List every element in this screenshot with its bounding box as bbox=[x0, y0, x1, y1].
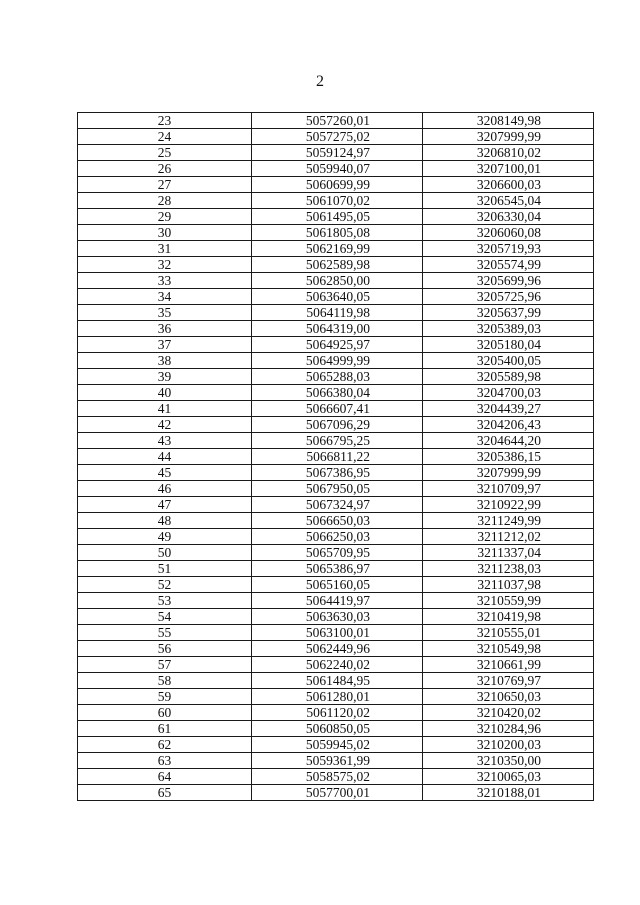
table-row bbox=[78, 625, 594, 641]
point-number-cell: 62 bbox=[78, 737, 252, 753]
table-row bbox=[78, 609, 594, 625]
table-row bbox=[78, 241, 594, 257]
table-row bbox=[78, 129, 594, 145]
table-row bbox=[78, 689, 594, 705]
y-coordinate-cell: 3210420,02 bbox=[423, 705, 594, 721]
point-number-cell: 32 bbox=[78, 257, 252, 273]
x-coordinate-cell: 5067950,05 bbox=[252, 481, 423, 497]
point-number-cell: 35 bbox=[78, 305, 252, 321]
table-row bbox=[78, 529, 594, 545]
y-coordinate-cell: 3210200,03 bbox=[423, 737, 594, 753]
table-row bbox=[78, 673, 594, 689]
x-coordinate-cell: 5062240,02 bbox=[252, 657, 423, 673]
y-coordinate-cell: 3210922,99 bbox=[423, 497, 594, 513]
x-coordinate-cell: 5063630,03 bbox=[252, 609, 423, 625]
y-coordinate-cell: 3211212,02 bbox=[423, 529, 594, 545]
point-number-cell: 49 bbox=[78, 529, 252, 545]
table-row bbox=[78, 705, 594, 721]
x-coordinate-cell: 5064119,98 bbox=[252, 305, 423, 321]
x-coordinate-cell: 5062169,99 bbox=[252, 241, 423, 257]
y-coordinate-cell: 3205725,96 bbox=[423, 289, 594, 305]
x-coordinate-cell: 5064319,00 bbox=[252, 321, 423, 337]
table-row bbox=[78, 593, 594, 609]
x-coordinate-cell: 5061120,02 bbox=[252, 705, 423, 721]
point-number-cell: 52 bbox=[78, 577, 252, 593]
y-coordinate-cell: 3205386,15 bbox=[423, 449, 594, 465]
table-row bbox=[78, 145, 594, 161]
y-coordinate-cell: 3206330,04 bbox=[423, 209, 594, 225]
point-number-cell: 31 bbox=[78, 241, 252, 257]
table-row bbox=[78, 369, 594, 385]
point-number-cell: 61 bbox=[78, 721, 252, 737]
x-coordinate-cell: 5061280,01 bbox=[252, 689, 423, 705]
table-row bbox=[78, 641, 594, 657]
y-coordinate-cell: 3205180,04 bbox=[423, 337, 594, 353]
point-number-cell: 46 bbox=[78, 481, 252, 497]
x-coordinate-cell: 5066380,04 bbox=[252, 385, 423, 401]
x-coordinate-cell: 5063640,05 bbox=[252, 289, 423, 305]
y-coordinate-cell: 3206600,03 bbox=[423, 177, 594, 193]
x-coordinate-cell: 5062850,00 bbox=[252, 273, 423, 289]
table-row bbox=[78, 385, 594, 401]
point-number-cell: 27 bbox=[78, 177, 252, 193]
point-number-cell: 58 bbox=[78, 673, 252, 689]
table-row bbox=[78, 337, 594, 353]
point-number-cell: 34 bbox=[78, 289, 252, 305]
table-row bbox=[78, 497, 594, 513]
y-coordinate-cell: 3210709,97 bbox=[423, 481, 594, 497]
y-coordinate-cell: 3210549,98 bbox=[423, 641, 594, 657]
point-number-cell: 26 bbox=[78, 161, 252, 177]
x-coordinate-cell: 5066795,25 bbox=[252, 433, 423, 449]
point-number-cell: 47 bbox=[78, 497, 252, 513]
table-row bbox=[78, 401, 594, 417]
y-coordinate-cell: 3211337,04 bbox=[423, 545, 594, 561]
coordinates-table-body bbox=[78, 113, 594, 801]
y-coordinate-cell: 3205719,93 bbox=[423, 241, 594, 257]
point-number-cell: 43 bbox=[78, 433, 252, 449]
table-row bbox=[78, 209, 594, 225]
y-coordinate-cell: 3210284,96 bbox=[423, 721, 594, 737]
point-number-cell: 54 bbox=[78, 609, 252, 625]
x-coordinate-cell: 5064999,99 bbox=[252, 353, 423, 369]
y-coordinate-cell: 3205589,98 bbox=[423, 369, 594, 385]
table-row bbox=[78, 257, 594, 273]
table-row bbox=[78, 273, 594, 289]
x-coordinate-cell: 5059361,99 bbox=[252, 753, 423, 769]
x-coordinate-cell: 5063100,01 bbox=[252, 625, 423, 641]
x-coordinate-cell: 5066811,22 bbox=[252, 449, 423, 465]
table-row bbox=[78, 577, 594, 593]
coordinates-table bbox=[77, 112, 594, 801]
point-number-cell: 56 bbox=[78, 641, 252, 657]
y-coordinate-cell: 3210350,00 bbox=[423, 753, 594, 769]
point-number-cell: 28 bbox=[78, 193, 252, 209]
x-coordinate-cell: 5062449,96 bbox=[252, 641, 423, 657]
point-number-cell: 44 bbox=[78, 449, 252, 465]
y-coordinate-cell: 3210419,98 bbox=[423, 609, 594, 625]
y-coordinate-cell: 3207999,99 bbox=[423, 129, 594, 145]
y-coordinate-cell: 3207100,01 bbox=[423, 161, 594, 177]
table-row bbox=[78, 193, 594, 209]
x-coordinate-cell: 5061805,08 bbox=[252, 225, 423, 241]
point-number-cell: 37 bbox=[78, 337, 252, 353]
table-row bbox=[78, 769, 594, 785]
point-number-cell: 60 bbox=[78, 705, 252, 721]
point-number-cell: 53 bbox=[78, 593, 252, 609]
x-coordinate-cell: 5064925,97 bbox=[252, 337, 423, 353]
point-number-cell: 51 bbox=[78, 561, 252, 577]
table-row bbox=[78, 321, 594, 337]
y-coordinate-cell: 3204700,03 bbox=[423, 385, 594, 401]
y-coordinate-cell: 3211037,98 bbox=[423, 577, 594, 593]
x-coordinate-cell: 5067324,97 bbox=[252, 497, 423, 513]
table-row bbox=[78, 353, 594, 369]
point-number-cell: 25 bbox=[78, 145, 252, 161]
x-coordinate-cell: 5060699,99 bbox=[252, 177, 423, 193]
table-row bbox=[78, 785, 594, 801]
y-coordinate-cell: 3204206,43 bbox=[423, 417, 594, 433]
y-coordinate-cell: 3210555,01 bbox=[423, 625, 594, 641]
table-row bbox=[78, 481, 594, 497]
x-coordinate-cell: 5061070,02 bbox=[252, 193, 423, 209]
y-coordinate-cell: 3210559,99 bbox=[423, 593, 594, 609]
y-coordinate-cell: 3210769,97 bbox=[423, 673, 594, 689]
y-coordinate-cell: 3208149,98 bbox=[423, 113, 594, 129]
x-coordinate-cell: 5057700,01 bbox=[252, 785, 423, 801]
y-coordinate-cell: 3210188,01 bbox=[423, 785, 594, 801]
table-row bbox=[78, 465, 594, 481]
point-number-cell: 65 bbox=[78, 785, 252, 801]
x-coordinate-cell: 5066607,41 bbox=[252, 401, 423, 417]
y-coordinate-cell: 3206060,08 bbox=[423, 225, 594, 241]
x-coordinate-cell: 5059945,02 bbox=[252, 737, 423, 753]
x-coordinate-cell: 5062589,98 bbox=[252, 257, 423, 273]
x-coordinate-cell: 5065386,97 bbox=[252, 561, 423, 577]
table-row bbox=[78, 433, 594, 449]
point-number-cell: 39 bbox=[78, 369, 252, 385]
y-coordinate-cell: 3205389,03 bbox=[423, 321, 594, 337]
point-number-cell: 42 bbox=[78, 417, 252, 433]
x-coordinate-cell: 5061495,05 bbox=[252, 209, 423, 225]
x-coordinate-cell: 5064419,97 bbox=[252, 593, 423, 609]
table-row bbox=[78, 289, 594, 305]
table-row bbox=[78, 305, 594, 321]
x-coordinate-cell: 5067386,95 bbox=[252, 465, 423, 481]
table-row bbox=[78, 561, 594, 577]
point-number-cell: 55 bbox=[78, 625, 252, 641]
point-number-cell: 23 bbox=[78, 113, 252, 129]
y-coordinate-cell: 3205699,96 bbox=[423, 273, 594, 289]
table-row bbox=[78, 113, 594, 129]
y-coordinate-cell: 3206810,02 bbox=[423, 145, 594, 161]
table-row bbox=[78, 161, 594, 177]
x-coordinate-cell: 5058575,02 bbox=[252, 769, 423, 785]
table-row bbox=[78, 545, 594, 561]
y-coordinate-cell: 3206545,04 bbox=[423, 193, 594, 209]
y-coordinate-cell: 3211249,99 bbox=[423, 513, 594, 529]
x-coordinate-cell: 5066250,03 bbox=[252, 529, 423, 545]
table-row bbox=[78, 225, 594, 241]
y-coordinate-cell: 3211238,03 bbox=[423, 561, 594, 577]
y-coordinate-cell: 3210065,03 bbox=[423, 769, 594, 785]
table-row bbox=[78, 721, 594, 737]
table-row bbox=[78, 737, 594, 753]
x-coordinate-cell: 5060850,05 bbox=[252, 721, 423, 737]
page-number: 2 bbox=[316, 73, 324, 90]
table-row bbox=[78, 513, 594, 529]
point-number-cell: 63 bbox=[78, 753, 252, 769]
point-number-cell: 24 bbox=[78, 129, 252, 145]
y-coordinate-cell: 3205400,05 bbox=[423, 353, 594, 369]
x-coordinate-cell: 5057260,01 bbox=[252, 113, 423, 129]
table-row bbox=[78, 177, 594, 193]
x-coordinate-cell: 5065160,05 bbox=[252, 577, 423, 593]
point-number-cell: 48 bbox=[78, 513, 252, 529]
point-number-cell: 30 bbox=[78, 225, 252, 241]
x-coordinate-cell: 5059940,07 bbox=[252, 161, 423, 177]
point-number-cell: 57 bbox=[78, 657, 252, 673]
x-coordinate-cell: 5065288,03 bbox=[252, 369, 423, 385]
y-coordinate-cell: 3204439,27 bbox=[423, 401, 594, 417]
point-number-cell: 50 bbox=[78, 545, 252, 561]
point-number-cell: 59 bbox=[78, 689, 252, 705]
x-coordinate-cell: 5059124,97 bbox=[252, 145, 423, 161]
point-number-cell: 41 bbox=[78, 401, 252, 417]
y-coordinate-cell: 3205637,99 bbox=[423, 305, 594, 321]
point-number-cell: 45 bbox=[78, 465, 252, 481]
point-number-cell: 29 bbox=[78, 209, 252, 225]
point-number-cell: 38 bbox=[78, 353, 252, 369]
x-coordinate-cell: 5057275,02 bbox=[252, 129, 423, 145]
point-number-cell: 40 bbox=[78, 385, 252, 401]
table-row bbox=[78, 753, 594, 769]
point-number-cell: 33 bbox=[78, 273, 252, 289]
y-coordinate-cell: 3204644,20 bbox=[423, 433, 594, 449]
point-number-cell: 64 bbox=[78, 769, 252, 785]
y-coordinate-cell: 3210661,99 bbox=[423, 657, 594, 673]
point-number-cell: 36 bbox=[78, 321, 252, 337]
x-coordinate-cell: 5067096,29 bbox=[252, 417, 423, 433]
table-row bbox=[78, 449, 594, 465]
x-coordinate-cell: 5065709,95 bbox=[252, 545, 423, 561]
y-coordinate-cell: 3207999,99 bbox=[423, 465, 594, 481]
y-coordinate-cell: 3210650,03 bbox=[423, 689, 594, 705]
y-coordinate-cell: 3205574,99 bbox=[423, 257, 594, 273]
table-row bbox=[78, 417, 594, 433]
x-coordinate-cell: 5066650,03 bbox=[252, 513, 423, 529]
table-row bbox=[78, 657, 594, 673]
x-coordinate-cell: 5061484,95 bbox=[252, 673, 423, 689]
